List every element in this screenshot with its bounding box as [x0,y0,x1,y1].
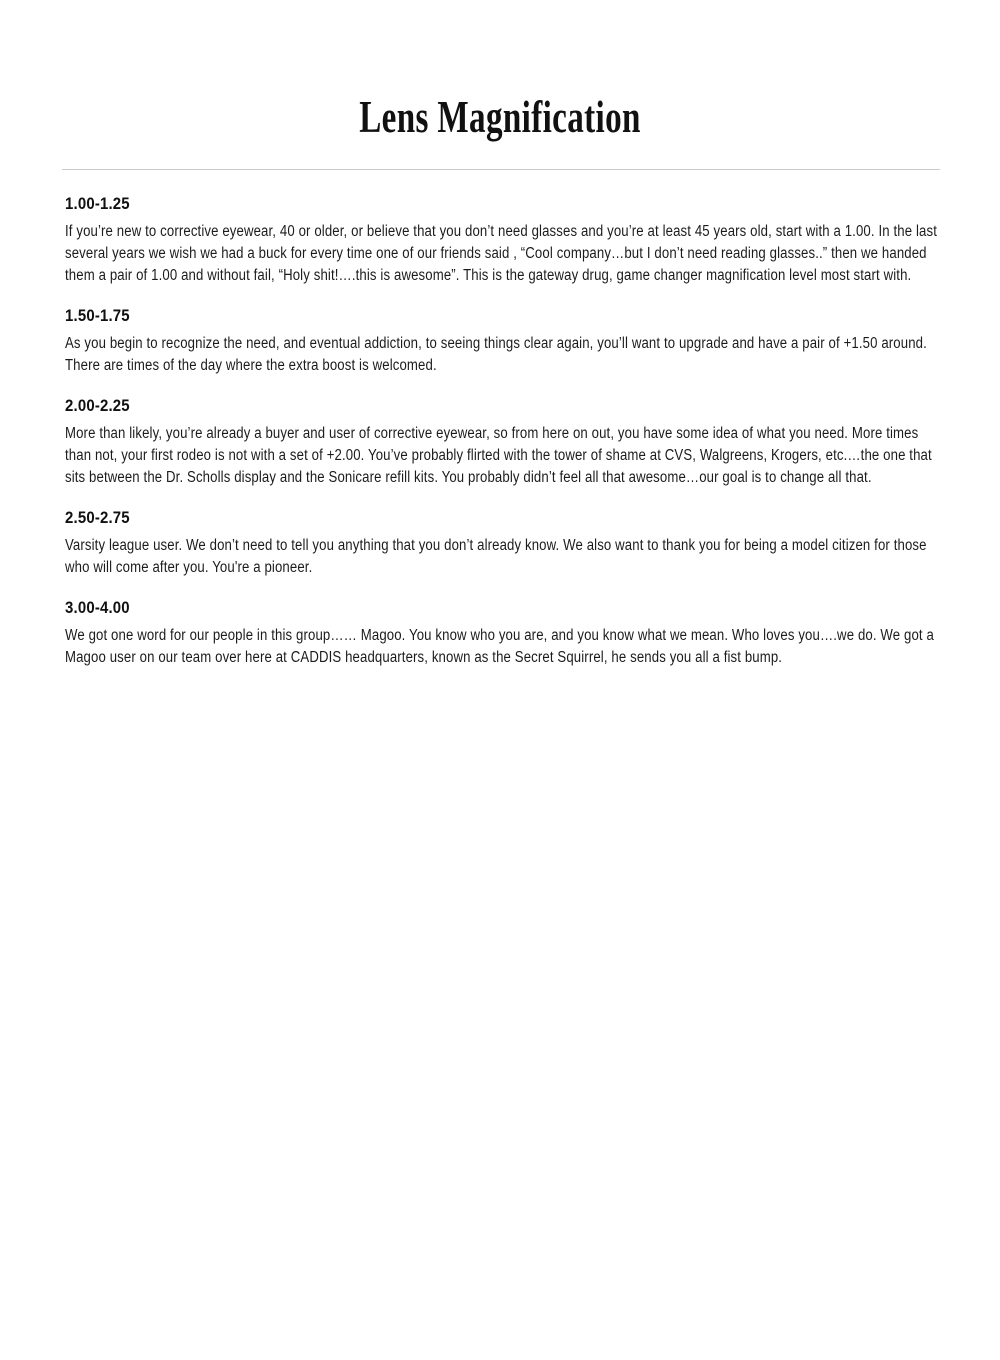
magnification-sections [65,195,1000,669]
page-title: Lens Magnification [359,91,641,142]
section-heading: 2.50-2.75 [65,507,130,527]
section-body: As you begin to recognize the need, and eventual addiction, to seeing things clear again, you’ll want to upgrade and have a pair of +1.50 around. There are times of the day where the extra boost is welcomed. [65,334,927,374]
section-heading: 1.50-1.75 [65,305,130,325]
section-body: If you’re new to corrective eyewear, 40 or older, or believe that you don’t need glasses and you’re at least 45 years old, start with a 1.00. In the last several years we wish we had a buck for every time one of our friends said , “Cool company…but I don’t need reading glasses..” then we handed them a pair of 1.00 and without fail, “Holy shit!….this is awesome”. This is the gateway drug, game changer magnification level most start with. [65,222,937,284]
section-1-50-1-75 [65,307,1000,377]
section-2-00-2-25 [65,397,1000,489]
section-body: We got one word for our people in this group…… Magoo. You know who you are, and you know what we mean. Who loves you….we do. We got a Magoo user on our team over here at CADDIS headquarters, known as the Secret Squirrel, he sends you all a fist bump. [65,626,934,666]
section-heading: 1.00-1.25 [65,193,130,213]
section-body: Varsity league user. We don’t need to tell you anything that you don’t already know. We also want to thank you for being a model citizen for those who will come after you. You're a pioneer. [65,536,927,576]
section-body: More than likely, you’re already a buyer and user of corrective eyewear, so from here on out, you have some idea of what you need. More times than not, your first rodeo is not with a set of +2.00. You’ve probably flirted with the tower of shame at CVS, Walgreens, Krogers, etc.…the one that sits between the Dr. Scholls display and the Sonicare refill kits. You probably didn’t feel all that awesome…our goal is to change all that. [65,424,932,486]
section-heading: 2.00-2.25 [65,395,130,415]
title-divider [62,169,940,170]
section-1-00-1-25 [65,195,1000,287]
section-3-00-4-00 [65,599,1000,669]
section-heading: 3.00-4.00 [65,597,130,617]
lens-magnification-page [0,92,1000,669]
section-2-50-2-75 [65,509,1000,579]
